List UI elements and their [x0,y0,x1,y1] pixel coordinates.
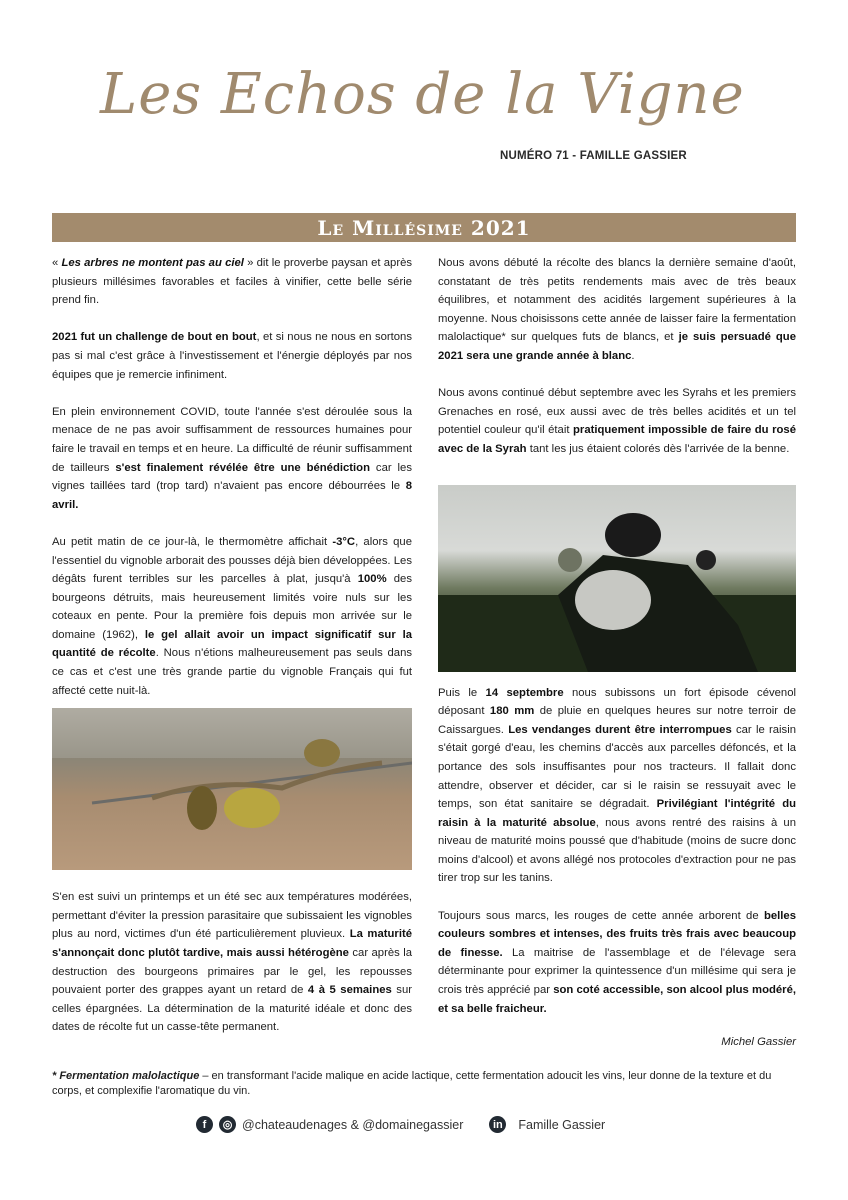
bold-text: belles couleurs sombres et intenses, des fruits très frais avec beaucoup de finesse. [438,909,796,959]
text: La maitrise de l'assemblage et de l'élevage sera déterminante pour exprimer la quintessence d'un millésime qui sera je crois très apprécié par [438,946,796,997]
instagram-icon[interactable]: ◎ [219,1116,236,1133]
paragraph [52,888,412,1037]
left-column [52,254,412,700]
paragraph [438,907,796,1019]
paragraph [438,684,796,889]
section-header [52,213,796,242]
bold-text: 4 à 5 semaines [307,984,392,997]
bold-text: 100% [357,573,387,586]
masthead [100,40,760,150]
text: En plein environnement COVID, toute l'année s'est déroulée sous la menace de ne pas avoir suffisamment de ressources humaines pour faire le travail en temps et en heure. La difficulté de réunir suffisamment de tailleurs [52,405,412,474]
text: , nous avons rentré des raisins à un niveau de maturité moins poussé que d'habitude (moins de sucre donc moins d'alcool) et avons allégé nos protocoles d'extraction pour ne pas tirer trop sur les tanins. [438,816,796,885]
signature: Michel Gassier [721,1036,796,1049]
paragraph [52,533,412,700]
footnote [52,1069,796,1099]
paragraph [438,384,796,458]
social-links [196,1116,605,1133]
text: , alors que l'essentiel du vignoble arborait des pousses déjà bien développées. Les dégâts furent terribles sur les parcelles à plat, jusqu'à [52,535,412,586]
bold-text: s'est finalement révélée être une bénédiction [115,461,370,474]
text: . [631,349,635,362]
text: nous subissons un fort épisode cévenol déposant [438,686,796,718]
newsletter-title: Les Echos de la Vigne [100,62,745,127]
footnote-term: * Fermentation malolactique [52,1070,200,1082]
bold-text: Privilégiant l'intégrité du raisin à la maturité absolue [438,798,796,829]
left-column-lower [52,888,412,1037]
linkedin-name[interactable]: Famille Gassier [518,1117,606,1132]
right-column [438,254,796,459]
facebook-icon[interactable]: f [196,1116,213,1133]
left-column-wrapper [52,254,412,1037]
bold-text: 180 mm [489,705,535,718]
text: S'en est suivi un printemps et un été sec aux températures modérées, permettant d'éviter la pression parasitaire que subissaient les vignobles plus au nord, victimes d'un été particulièrement pluvieux. [52,891,412,941]
linkedin-icon[interactable]: in [489,1116,506,1133]
text: car le raisin s'était gorgé d'eau, les chemins d'accès aux parcelles défoncés, et la portance des sols insuffisantes pour nos tracteurs. Il fallait donc attendre, observer et décider, car si le raisin se ressuyait avec le temps, son état sanitaire se dégradait. [438,723,796,811]
text: Puis le [438,686,486,699]
text: car après la destruction des bourgeons primaires par le gel, les repousses pouvaient porter des grappes ayant un retard de [52,947,412,997]
bold-text: pratiquement impossible de faire du rosé avec de la Syrah [438,424,796,455]
section-title: Le Millésime 2021 [317,215,531,240]
right-column-lower [438,684,796,1019]
bold-text: son coté accessible, son alcool plus modéré, et sa belle fraicheur. [438,984,796,1015]
issue-number: NUMÉRO 71 - FAMILLE GASSIER [500,150,687,162]
text: des bourgeons détruits, mais heureusement limités voire nuls sur les coteaux en pente. Pour la première fois depuis mon arrivée sur le domaine (1962), [52,573,412,641]
paragraph [52,254,412,310]
text: « [52,257,62,269]
paragraph [52,403,412,515]
bold-text: Les arbres ne montent pas au ciel [61,257,244,269]
footnote-text: – en transformant l'acide malique en acide lactique, cette fermentation adoucit les vins, leur donne de la texture et du corps, et complexifie l'aromatique du vin. [52,1070,772,1097]
text: Nous avons débuté la récolte des blancs la dernière semaine d'août, constatant de très petits rendements mais avec de très beaux équilibres, et notamment des acidités largement supérieures à la moyenne. Nous choisissons cette année de laisser faire la fermentation malolactique* sur quelques futs de blancs, et [438,257,796,344]
social-handles[interactable]: @chateaudenages & @domainegassier [242,1117,464,1132]
harvesters-illustration [438,485,796,672]
bold-text: -3°C [332,535,356,548]
text: de pluie en quelques heures sur notre terroir de Caissargues. [438,705,797,736]
bold-text: 2021 fut un challenge de bout en bout [52,331,257,344]
text: » dit le proverbe paysan et après plusieurs millésimes favorables et faciles à vinifier, cette belle série prend fin. [52,257,413,307]
bold-text: 14 septembre [485,686,564,699]
text: tant les jus étaient colorés dès l'arrivée de la benne. [526,442,790,455]
text: Toujours sous marcs, les rouges de cette année arborent de [438,909,764,922]
bold-text: je suis persuadé que 2021 sera une grande année à blanc [438,331,796,362]
right-column-wrapper [438,254,796,1048]
bold-text: La maturité s'annonçait donc plutôt tardive, mais aussi hétérogène [52,928,412,960]
text: Nous avons continué début septembre avec les Syrahs et les premiers Grenaches en rosé, eux aussi avec de très belles acidités et un tel potentiel couleur qu'il était [438,387,796,437]
harvest-photo [438,485,796,672]
text: Au petit matin de ce jour-là, le thermomètre affichait [52,535,333,548]
paragraph [52,328,412,384]
bold-text: 8 avril. [52,480,412,511]
text: car les vignes taillées tard (trop tard) n'avaient pas encore débourrées le [52,461,412,493]
text: , et si nous ne nous en sortons pas si mal c'est grâce à l'investissement et l'énergie déployés par nos équipes que je remercie infiniment. [52,331,412,381]
bold-text: Les vendanges durent être interrompues [508,723,732,736]
frost-vine-photo [52,708,412,870]
text: . Nous n'étions malheureusement pas seuls dans ce cas et c'est une très grande partie du vignoble Français qui fut affecté cette nuit-là. [52,647,412,697]
text: sur celles épargnées. La détermination de la maturité idéale et donc des dates de récolte fut un casse-tête permanent. [52,984,412,1034]
vine-branch-illustration [52,708,412,870]
paragraph [438,254,796,366]
bold-text: le gel allait avoir un impact significatif sur la quantité de récolte [52,628,413,660]
